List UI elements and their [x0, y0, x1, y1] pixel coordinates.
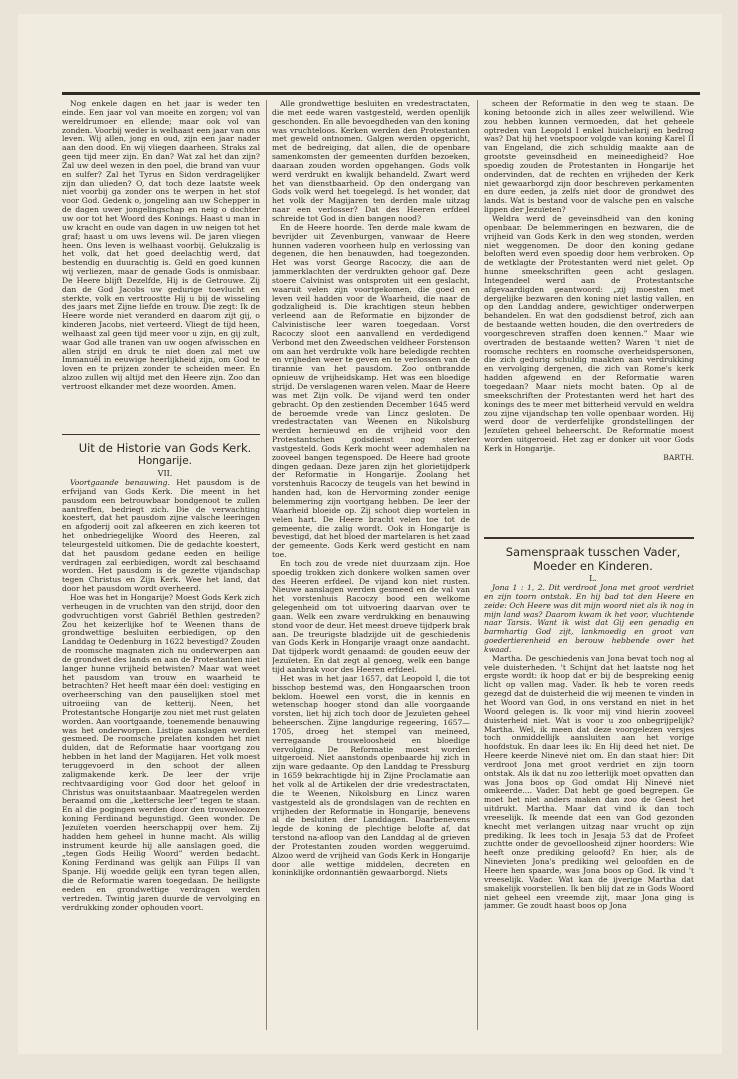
article-paragraph: Weldra werd de geveinsdheid van den koning openbaar. De belemmeringen en bezwaren, die de vrijheid van Gods Kerk in den weg stonden, werden niet weggenomen. De door den koning gedane beloften werd even spoedig door hem verbroken. Op de wetklagte der Protestanten werd niet gelet. Op hunne smeekschriften geen acht geslagen. Integendeel werd aan de Protestantsche afgevaardigden geantwoord: „zij moesten met dergelijke bezwaren den koning niet lastig vallen, en op den Landdag andere, gewichtiger onderwerpen behandelen. En wat den godsdienst betrof, zich aan de bestaande wetten houden, die den overtreders de voorgeschreven straffen doen kennen.” Maar wie overtraden de bestaande wetten? Waren 't niet de roomsche rechters en roomsche overheidspersonen, die zich gedurig schuldig maakten aan verdrukking en vervolging dergenen, die zich van Rome's kerk hadden afgewend en der Reformatie waren toegedaan? Maar niets mocht baten. Op al de smeekschriften der Protestanten werd het hart des konings des te meer met bitterheid vervuld en weldra zou zijne vijandschap ten volle openbaar worden. Hij werd door de verderfelijke grondstellingen der Jezuïeten geheel beheerscht. De Reformatie moest worden uitgeroeid. Het zag er donker uit voor Gods Kerk in Hongarije.	[484, 213, 694, 453]
column-3	[484, 100, 694, 1024]
scripture-quote: Jona 1 : 1, 2. Dit verdroot Jona met groot verdriet en zijn toorn ontstak. En hij bad tot den Heere en zeide: Och Heere was dit mijn woord niet als ik nog in mijn land was? Daarom kwam ik het voor, vluchtende naar Tarsis. Want ik wist dat Gij een genadig en barmhartig God zijt, lankmoedig en groot van goedertierenheid en berouw hebbende over het kwaad.	[484, 584, 694, 654]
history-article	[62, 479, 260, 1079]
article-paragraph	[62, 479, 260, 594]
dialog-title-line-2: Moeder en Kinderen.	[533, 559, 653, 573]
article-paragraph: Het was in het jaar 1657, dat Leopold I, die tot bisschop bestemd was, den Hongaarschen troon beklom. Hoewel een vorst, die in kennis en wetenschap hooger stond dan alle voorgaande vorsten, liet hij zich toch door de Jezuïeten geheel beheerschen. Zijne langdurige regeering, 1657—1705, droeg het stempel van meineed, verregaande trouweloosheid en bloedige vervolging. De Reformatie moest worden uitgeroeid. Niet aanstonds openbaarde hij zich in zijn ware gedaante. Op den Landdag te Pressburg in 1659 bekrachtigde hij in Zijne Proclamatie aan het volk al de Artikelen der drie vredestractaten, die te Weenen, Nikolsburg en Lincz waren vastgesteld als de grondslagen van de rechten en vrijheden der Reformatie in Hongarije, benevens al de besluiten der Landdagen. Daarbenevens legde de koning de plechtige belofte af, dat terstond na-afloop van den Landdag al de grieven der Protestanten zouden worden weggeruimd. Alzoo werd de vrijheid van Gods Kerk in Hongarije door alle wettige middelen, decreten en koninklijke ordonnantiën gewaarborgd. Niets	[272, 673, 470, 878]
article-paragraph: Hoe was het in Hongarije? Moest Gods Kerk zich verheugen in de vruchten van den strijd, door den godvruchtigen vorst Gabriël Bethlen gestreden? Zou het keizerlijke hof te Weenen thans de grondwettige besluiten eerbiedigen, op den Landdag te Oedenburg in 1622 bevestigd? Zouden de roomsche magnaten zich nu onderwerpen aan de grondwet des lands en aan de Protestanten niet langer hunne vrijheid betwisten? Maar wat weet het pausdom van trouw en waarheid te betrachten? Het heeft maar één doel: vestiging en overheersching van den pauselijken stoel met uitroeiing van de ketterij. Neen, het Protestantsche Hongarije zou niet met rust gelaten worden. Aan voortgaande, toenemende benauwing was het onderworpen. Listige aanslagen werden gesmeed. De roomsche prelaten konden het niet dulden, dat de Reformatie haar voortgang zou hebben in het land der Magijaren. Het volk moest teruggevoerd in den schoot der alleen zaligmakende kerk. De leer der vrije rechtvaardiging voor God door het geloof in Christus was onuitstaanbaar. Maatregelen werden beraamd om die „kettersche leer” tegen te staan. En al die pogingen werden door den trouweloozen koning Ferdinand begunstigd. Geen wonder. De Jezuïeten voerden heerschappij over hem. Zij hadden hem geheel in hunne macht. Als willig instrument keurde hij alle aanslagen goed, die „tegen Gods Heilig Woord” werden bedacht. Koning Ferdinand was gelijk aan Filips II van Spanje. Hij woedde gelijk een tyran tegen allen, die de Reformatie waren toegedaan. De heiligste eeden en grondwettige verdragen werden vertreden. Twintig jaren duurde de vervolging en verdrukking zonder ophouden voort.	[62, 592, 260, 912]
column-separator	[477, 100, 478, 1030]
article-paragraph: En de Heere hoorde. Ten derde male kwam de bevrijder uit Zevenburgen, vanwaar de Heere hunnen vaderen voorheen hulp en verlossing van degenen, die hen benauwden, had toegezonden. Het was vorst George Racoczy, die aan de jammerklachten der verdrukten gehoor gaf. Deze stoere Calvinist was ontsproten uit een geslacht, waaruit velen zijn voortgekomen, die goed en leven veil hadden voor de Waarheid, die naar de godzaligheid is. Die krachtigen steun hebben verleend aan de Reformatie en bijzonder de Calvinistische leer waren toegedaan. Vorst Racoczy sloot een aanvallend en verdedigend Verbond met den Zweedschen veldheer Forstenson om aan het verdrukte volk hare beledigde rechten en vrijheden weer te geven en te verlossen van de tirannie van het pausdom. Zoo ontbrandde opnieuw de vrijheidskamp. Het was een bloedige strijd. De verslagenen waren velen. Maar de Heere was met Zijn volk. De vijand werd ten onder gebracht. Op den zestienden December 1645 werd de beroemde vrede van Lincz gesloten. De vredestractaten van Weenen en Nikolsburg werden hernieuwd en de vrijheid voor den Protestantschen godsdienst nog sterker vastgesteld. Gods Kerk mocht weer ademhalen na zooveel bangen tegenspoed. De Heere had groote dingen gedaan. Deze jaren zijn het glorietijdperk der Reformatie in Hongarije. Zoolang het vorstenhuis Racoczy de teugels van het bewind in handen had, kon de Hervorming zonder eenige belemmering zijn voortgang hebben. De leer der Waarheid bloeide op. Zij schoot diep wortelen in velen hart. De Heere bracht velen toe tot de gemeente, die zalig wordt. Ook in Hongarije is bevestigd, dat het bloed der martelaren is het zaad der gemeente. Gods Kerk werd gesticht en nam toe.	[272, 222, 470, 560]
new-year-meditation	[62, 100, 260, 430]
article-paragraph: En toch zou de vrede niet duurzaam zijn. Hoe spoedig trokken zich donkere wolken samen over des Heeren erfdeel. De vijand kon niet rusten. Nieuwe aanslagen werden gesmeed en de val van het vorstenhuis Racoczy bood een welkome gelegenheid om tot uitvoering daarvan over te gaan. Welk een zware verdrukking en benauwing stond voor de deur. Het meest droeve tijdperk brak aan. De treurigste bladzijde uit de geschiedenis van Gods Kerk in Hongarije vraagt onze aandacht. Dat tijdperk wordt genaamd: de gouden eeuw der Jezuïeten. En dat zegt al genoeg, welk een bange tijd aanbrak voor des Heeren erfdeel.	[272, 558, 470, 674]
meditation-text: Nog enkele dagen en het jaar is weder ten einde. Een jaar vol van moeite en zorgen; vol van wereldrumoer en ellende; maar ook vol van zonden. Voorbij weder is welhaast een jaar van ons leven. Wij allen, jong en oud, zijn een jaar nader aan den dood. En wij vliegen daarheen. Straks zal geen tijd meer zijn. En dan? Wat zal het dan zijn? Zal uw deel wezen in den poel, die brand van vuur en sulfer? Zal het Tyrus en Sidon verdragelijker zijn dan ulieden? O, dat toch deze laatste week niet voorbij ga zonder ons te werpen in het stof voor God. Gedenk o, jongeling aan uw Schepper in de dagen uwer jongelingschap en neig o dochter uw oor tot het Woord des Konings. Haast u man in uw kracht en oude van dagen in uw neigen tot het graf; haast u om uws levens wil. De jaren vliegen heen. Ons leven is welhaast voorbij. Gelukzalig is het volk, dat het goed deelachtig werd, dat bestendig en duurachtig is. Geld en goed kunnen wij verliezen, maar de genade Gods is onmisbaar. De Heere blijft Dezelfde, Hij is de Getrouwe. Zij dan de God Jacobs uw gedurige toevlucht en sterkte, volk en vertroostte Hij u bij de wisseling des jaars met Zijne liefde en trouw. Die zegt: Ik de Heere worde niet veranderd en daarom zijt gij, o kinderen Jacobs, niet verteerd. Vliegt de tijd heen, welhaast zal geen tijd meer voor u zijn, en gij zult, waar God alle tranen van uw oogen afwisschen en allen strijd en druk te niet doen zal met uw Immanuël in eeuwige heerlijkheid zijn, om God te loven en te prijzen zonder te scheiden meer. En alzoo zullen wij altijd met den Heere zijn. Zoo dan vertroost elkander met deze woorden. Amen.	[62, 100, 260, 391]
article-paragraph: scheen der Reformatie in den weg te staan. De koning betoonde zich in alles zeer welwillend. Wie zou hebben kunnen vermoeden, dat het geheele optreden van Leopold I enkel huichelarij en bedrog was? Dat hij het voetspoor volgde van koning Karel II van Engeland, die zich schuldig maakte aan de grootste geveinsdheid en meineedigheid? Hoe spoedig zouden de Protestanten in Hongarije het ondervinden, dat de rechten en vrijheden der Kerk niet gewaarborgd zijn door beschreven perkamenten en dure eeden, ja zelfs niet door de grondwet des lands. Wat is bestand voor de valsche pen en valsche lippen der Jezuïeten?	[484, 100, 694, 215]
divider	[62, 434, 260, 435]
dialog-number: L.	[589, 574, 597, 583]
author-signature: BARTH.	[663, 452, 694, 462]
article-subtitle: Hongarije.	[137, 455, 193, 467]
article-lead: Voortgaande benauwing.	[70, 479, 170, 487]
article-paragraph: Alle grondwettige besluiten en vredestractaten, die met eede waren vastgesteld, werden openlijk geschonden. En alle bevoegdheden van den koning was vruchteloos. Kerken werden den Protestanten met geweld ontnomen. Galgen werden opgericht, met de bedreiging, dat allen, die de openbare samenkomsten der gemeenten durfden bezoeken, daaraan zouden worden opgehangen. Gods volk werd verdrukt en kwalijk behandeld. Zwart werd het van dienstbaarheid. Op den ondergang van Gods volk werd het toegelegd. Is het wonder, dat het volk der Magijaren ten derden male uitzag naar een verlosser? Dat des Heeren erfdeel schreide tot God in dien bangen nood?	[272, 100, 470, 223]
dialog-text: Martha. De geschiedenis van Jona bevat toch nog al vele duisterheden. 't Schijnt dat het laatste nog het ergste wordt: ik hoop dat er bij de bespreking eenig licht op vallen mag. Vader. Ik heb te voren reeds gezegd dat de duisterheid die wij meenen te vinden in het Woord van God, in ons verstand en niet in het Woord gelegen is. Ik voor mij vind hierin zooveel duisterheid niet. Wat is voor u zoo onbegrijpelijk? Martha. Wel, ik meen dat deze voorgelezen versjes toch onmiddellijk aansluiten aan het vorige hoofdstuk. En daar lees ik: En Hij deed het niet. De Heere keerde Ninevé niet om. En dan staat hier: Dit verdroot Jona met groot verdriet en zijn toorn ontstak. Als ik dat nu zoo letterlijk moet opvatten dan was Jona boos op God omdat Hij Ninevé niet omkeerde.... Vader. Dat hebt ge goed begrepen. Ge moet het niet anders maken dan zoo de Geest het uitdrukt. Martha. Maar dat vind ik dan toch vreeselijk. Ik meende dat een van God gezonden knecht met verlangen uitzag naar vrucht op zijn prediking. Ik lees toch in Jesaja 53 dat de Profeet zuchtte onder de gevoelloosheid zijner hoorders: Wie heeft onze prediking geloofd? En hier, als de Ninevieten Jona's prediking wel geloofden en de Heere hen spaarde, was Jona boos op God. Ik vind 't vreeselijk. Vader. Wat kan de ijverige Martha dat smakelijk voorstellen. Ik ben blij dat ze in Gods Woord niet geheel een vreemde zijt, maar Jona ging is jammer. Ge zoudt haast boos op Jona	[484, 653, 694, 911]
history-article-continued	[272, 100, 470, 1028]
article-text: Het pausdom is de erfvijand van Gods Kerk. Die meent in het pausdom een betrouwbaar bondgenoot te zullen aantreffen, bedriegt zich. Die de verwachting koestert, dat het pausdom zijne valsche leeringen en afgoderij ooit zal afkeeren en zich keeren tot het onbedriegelijke Woord des Heeren, zal teleurgesteld uitkomen. Die de gedachte koestert, dat het pausdom gedane eeden en heilige verdragen zal eerbiedigen, wordt zal beschaamd worden. Het pausdom is de gezette vijandschap tegen Christus en Zijn Kerk. Wee het land, dat door het pausdom wordt overheerd.	[62, 479, 260, 594]
column-1	[62, 100, 260, 1079]
top-rule	[62, 92, 700, 95]
dialog-title-line-1: Samenspraak tusschen Vader,	[505, 545, 681, 559]
column-2	[272, 100, 470, 1028]
article-number: VII.	[157, 469, 173, 478]
column-separator	[266, 100, 267, 1030]
dialog-article	[484, 584, 694, 1024]
article-title: Uit de Historie van Gods Kerk.	[78, 441, 252, 455]
history-article-end	[484, 100, 694, 532]
divider	[484, 537, 694, 539]
